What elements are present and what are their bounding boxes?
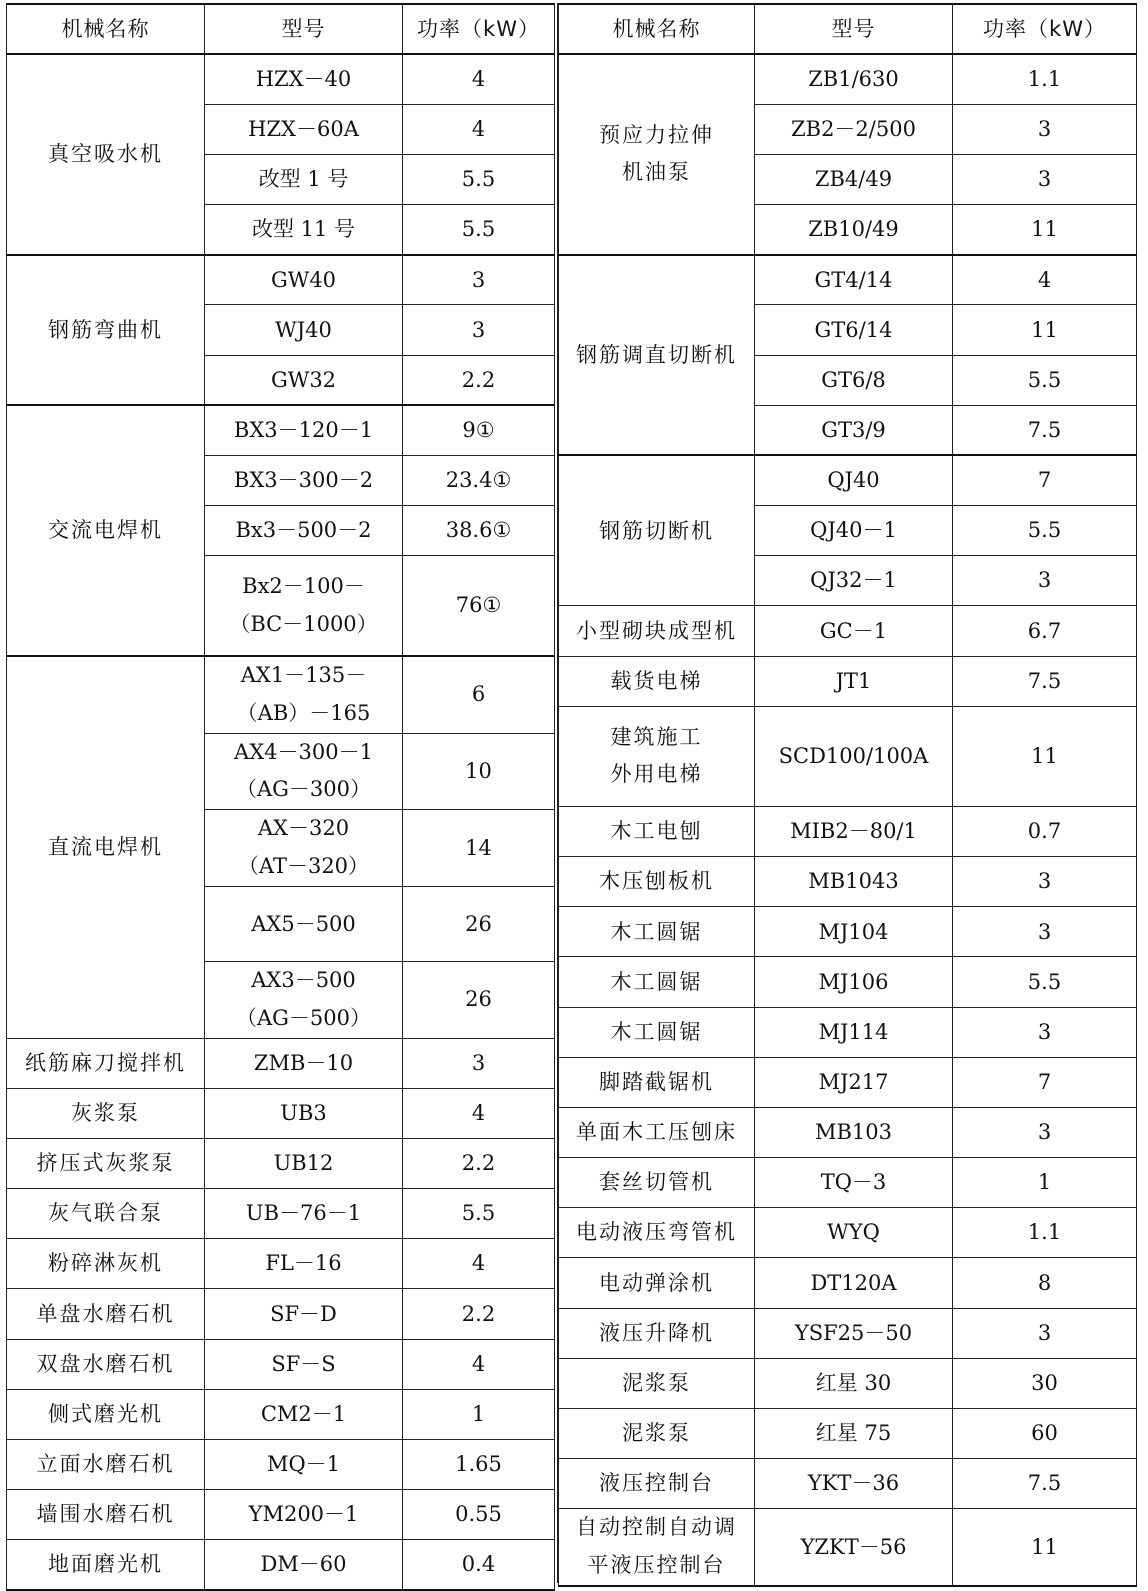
table-row — [559, 1358, 1137, 1408]
model-cell: GT6/14 — [755, 305, 953, 355]
header-model: 型号 — [205, 4, 403, 54]
model-cell: BX3－120－1 — [205, 405, 403, 455]
machine-name-cell: 钢筋切断机 — [559, 455, 755, 605]
power-cell: 60 — [953, 1408, 1137, 1458]
model-cell: YKT－36 — [755, 1459, 953, 1509]
model-cell: CM2－1 — [205, 1389, 403, 1439]
model-cell: DT120A — [755, 1258, 953, 1308]
table-row — [559, 1408, 1137, 1458]
power-cell: 3 — [953, 1107, 1137, 1157]
power-cell: 2.2 — [403, 355, 555, 405]
power-cell: 3 — [953, 104, 1137, 154]
table-row — [559, 455, 1137, 505]
model-cell: AX5－500 — [205, 886, 403, 961]
machine-name-cell: 钢筋调直切断机 — [559, 255, 755, 456]
power-cell: 4 — [403, 1239, 555, 1289]
table-row — [559, 907, 1137, 957]
table-row — [7, 1339, 555, 1389]
power-cell: 5.5 — [953, 355, 1137, 405]
table-row — [559, 857, 1137, 907]
left-machine-table — [6, 3, 555, 1591]
model-cell: YZKT－56 — [755, 1509, 953, 1586]
model-cell: GC－1 — [755, 606, 953, 656]
model-cell: Bx3－500－2 — [205, 506, 403, 556]
model-cell: JT1 — [755, 656, 953, 706]
machine-name-cell: 泥浆泵 — [559, 1358, 755, 1408]
model-cell: AX－320 （AT－320） — [205, 810, 403, 887]
machine-name-cell: 自动控制自动调 平液压控制台 — [559, 1509, 755, 1586]
machine-name-cell: 单面木工压刨床 — [559, 1107, 755, 1157]
machine-name-cell: 木压刨板机 — [559, 857, 755, 907]
table-row — [559, 255, 1137, 305]
model-cell: UB－76－1 — [205, 1189, 403, 1239]
power-cell: 8 — [953, 1258, 1137, 1308]
power-cell: 4 — [403, 54, 555, 104]
model-cell: YSF25－50 — [755, 1308, 953, 1358]
model-cell: BX3－300－2 — [205, 455, 403, 505]
machine-name-cell: 套丝切管机 — [559, 1158, 755, 1208]
model-cell: MJ217 — [755, 1057, 953, 1107]
machine-name-cell: 载货电梯 — [559, 656, 755, 706]
power-cell: 2.2 — [403, 1138, 555, 1188]
power-cell: 0.4 — [403, 1540, 555, 1590]
machine-name-cell: 木工圆锯 — [559, 1007, 755, 1057]
power-cell: 38.6① — [403, 506, 555, 556]
table-row — [7, 1088, 555, 1138]
model-cell: ZB4/49 — [755, 154, 953, 204]
power-cell: 3 — [403, 255, 555, 305]
machine-name-cell: 纸筋麻刀搅拌机 — [7, 1038, 205, 1088]
model-cell: MIB2－80/1 — [755, 807, 953, 857]
table-row — [559, 1107, 1137, 1157]
power-cell: 1 — [953, 1158, 1137, 1208]
machine-name-cell: 地面磨光机 — [7, 1540, 205, 1590]
model-cell: ZB1/630 — [755, 54, 953, 104]
table-row — [559, 1057, 1137, 1107]
table-row — [559, 656, 1137, 706]
model-cell: YM200－1 — [205, 1490, 403, 1540]
power-cell: 4 — [953, 255, 1137, 305]
header-model: 型号 — [755, 4, 953, 54]
power-cell: 5.5 — [403, 205, 555, 255]
table-row — [559, 1459, 1137, 1509]
power-cell: 7 — [953, 455, 1137, 505]
header-power: 功率（kW） — [953, 4, 1137, 54]
machine-name-cell: 灰气联合泵 — [7, 1189, 205, 1239]
machine-name-cell: 泥浆泵 — [559, 1408, 755, 1458]
model-cell: SF－D — [205, 1289, 403, 1339]
machine-name-cell: 灰浆泵 — [7, 1088, 205, 1138]
machine-power-table-page — [6, 3, 1136, 1583]
table-row — [559, 957, 1137, 1007]
header-machine-name: 机械名称 — [559, 4, 755, 54]
model-cell: UB12 — [205, 1138, 403, 1188]
power-cell: 7.5 — [953, 405, 1137, 455]
power-cell: 1 — [403, 1389, 555, 1439]
power-cell: 11 — [953, 205, 1137, 255]
header-machine-name: 机械名称 — [7, 4, 205, 54]
power-cell: 5.5 — [953, 957, 1137, 1007]
table-row — [559, 1208, 1137, 1258]
table-row — [559, 1509, 1137, 1586]
machine-name-cell: 粉碎淋灰机 — [7, 1239, 205, 1289]
machine-name-cell: 木工圆锯 — [559, 907, 755, 957]
power-cell: 3 — [953, 556, 1137, 606]
model-cell: AX4－300－1 （AG－300） — [205, 733, 403, 810]
table-row — [7, 1540, 555, 1590]
power-cell: 1.1 — [953, 1208, 1137, 1258]
table-row — [7, 1389, 555, 1439]
model-cell: SCD100/100A — [755, 706, 953, 806]
header-row — [559, 4, 1137, 54]
machine-name-cell: 单盘水磨石机 — [7, 1289, 205, 1339]
power-cell: 6 — [403, 656, 555, 733]
model-cell: MQ－1 — [205, 1439, 403, 1489]
machine-name-cell: 双盘水磨石机 — [7, 1339, 205, 1389]
table-row — [7, 1439, 555, 1489]
power-cell: 11 — [953, 1509, 1137, 1586]
power-cell: 4 — [403, 1088, 555, 1138]
table-row — [559, 1258, 1137, 1308]
power-cell: 5.5 — [953, 506, 1137, 556]
power-cell: 3 — [953, 1308, 1137, 1358]
table-row — [7, 1490, 555, 1540]
model-cell: QJ32－1 — [755, 556, 953, 606]
model-cell: ZB10/49 — [755, 205, 953, 255]
model-cell: QJ40－1 — [755, 506, 953, 556]
machine-name-cell: 直流电焊机 — [7, 656, 205, 1038]
table-row — [7, 1239, 555, 1289]
power-cell: 3 — [953, 1007, 1137, 1057]
model-cell: FL－16 — [205, 1239, 403, 1289]
power-cell: 23.4① — [403, 455, 555, 505]
power-cell: 76① — [403, 556, 555, 656]
machine-name-cell: 木工电刨 — [559, 807, 755, 857]
model-cell: ZB2－2/500 — [755, 104, 953, 154]
model-cell: SF－S — [205, 1339, 403, 1389]
model-cell: HZX－60A — [205, 104, 403, 154]
power-cell: 5.5 — [403, 154, 555, 204]
power-cell: 6.7 — [953, 606, 1137, 656]
table-row — [559, 1158, 1137, 1208]
power-cell: 11 — [953, 305, 1137, 355]
power-cell: 11 — [953, 706, 1137, 806]
power-cell: 7.5 — [953, 1459, 1137, 1509]
model-cell: AX1－135－ （AB）－165 — [205, 656, 403, 733]
power-cell: 14 — [403, 810, 555, 887]
machine-name-cell: 电动弹涂机 — [559, 1258, 755, 1308]
machine-name-cell: 钢筋弯曲机 — [7, 255, 205, 405]
table-row — [559, 54, 1137, 104]
model-cell: WYQ — [755, 1208, 953, 1258]
machine-name-cell: 液压控制台 — [559, 1459, 755, 1509]
power-cell: 1.1 — [953, 54, 1137, 104]
table-row — [559, 1308, 1137, 1358]
power-cell: 0.7 — [953, 807, 1137, 857]
model-cell: MJ106 — [755, 957, 953, 1007]
model-cell: QJ40 — [755, 455, 953, 505]
model-cell: GW32 — [205, 355, 403, 405]
machine-name-cell: 电动液压弯管机 — [559, 1208, 755, 1258]
table-row — [7, 1038, 555, 1088]
model-cell: MB103 — [755, 1107, 953, 1157]
power-cell: 3 — [403, 305, 555, 355]
table-row — [559, 606, 1137, 656]
model-cell: 改型 1 号 — [205, 154, 403, 204]
power-cell: 3 — [403, 1038, 555, 1088]
table-row — [7, 656, 555, 733]
power-cell: 7.5 — [953, 656, 1137, 706]
power-cell: 4 — [403, 1339, 555, 1389]
model-cell: GT3/9 — [755, 405, 953, 455]
machine-name-cell: 木工圆锯 — [559, 957, 755, 1007]
right-table-half — [558, 3, 1136, 1583]
table-row — [7, 1189, 555, 1239]
model-cell: 改型 11 号 — [205, 205, 403, 255]
machine-name-cell: 交流电焊机 — [7, 405, 205, 656]
machine-name-cell: 小型砌块成型机 — [559, 606, 755, 656]
table-row — [559, 706, 1137, 806]
power-cell: 26 — [403, 962, 555, 1039]
power-cell: 5.5 — [403, 1189, 555, 1239]
model-cell: GW40 — [205, 255, 403, 305]
power-cell: 30 — [953, 1358, 1137, 1408]
right-machine-table — [558, 3, 1137, 1587]
power-cell: 0.55 — [403, 1490, 555, 1540]
table-row — [7, 1289, 555, 1339]
table-row — [7, 405, 555, 455]
model-cell: TQ－3 — [755, 1158, 953, 1208]
power-cell: 3 — [953, 857, 1137, 907]
machine-name-cell: 挤压式灰浆泵 — [7, 1138, 205, 1188]
model-cell: ZMB－10 — [205, 1038, 403, 1088]
power-cell: 1.65 — [403, 1439, 555, 1489]
model-cell: MJ114 — [755, 1007, 953, 1057]
machine-name-cell: 侧式磨光机 — [7, 1389, 205, 1439]
power-cell: 9① — [403, 405, 555, 455]
power-cell: 4 — [403, 104, 555, 154]
power-cell: 3 — [953, 154, 1137, 204]
header-power: 功率（kW） — [403, 4, 555, 54]
power-cell: 7 — [953, 1057, 1137, 1107]
table-row — [7, 255, 555, 305]
model-cell: 红星 30 — [755, 1358, 953, 1408]
left-table-half — [6, 3, 554, 1583]
model-cell: WJ40 — [205, 305, 403, 355]
power-cell: 10 — [403, 733, 555, 810]
model-cell: MJ104 — [755, 907, 953, 957]
model-cell: MB1043 — [755, 857, 953, 907]
table-row — [559, 1007, 1137, 1057]
model-cell: GT4/14 — [755, 255, 953, 305]
table-row — [559, 807, 1137, 857]
machine-name-cell: 墙围水磨石机 — [7, 1490, 205, 1540]
model-cell: DM－60 — [205, 1540, 403, 1590]
header-row — [7, 4, 555, 54]
table-row — [7, 54, 555, 104]
table-row — [7, 1138, 555, 1188]
model-cell: GT6/8 — [755, 355, 953, 405]
machine-name-cell: 预应力拉伸 机油泵 — [559, 54, 755, 255]
model-cell: Bx2－100－ （BC－1000） — [205, 556, 403, 656]
model-cell: HZX－40 — [205, 54, 403, 104]
power-cell: 3 — [953, 907, 1137, 957]
model-cell: 红星 75 — [755, 1408, 953, 1458]
model-cell: AX3－500 （AG－500） — [205, 962, 403, 1039]
machine-name-cell: 脚踏截锯机 — [559, 1057, 755, 1107]
machine-name-cell: 液压升降机 — [559, 1308, 755, 1358]
machine-name-cell: 建筑施工 外用电梯 — [559, 706, 755, 806]
power-cell: 26 — [403, 886, 555, 961]
machine-name-cell: 真空吸水机 — [7, 54, 205, 255]
model-cell: UB3 — [205, 1088, 403, 1138]
machine-name-cell: 立面水磨石机 — [7, 1439, 205, 1489]
power-cell: 2.2 — [403, 1289, 555, 1339]
